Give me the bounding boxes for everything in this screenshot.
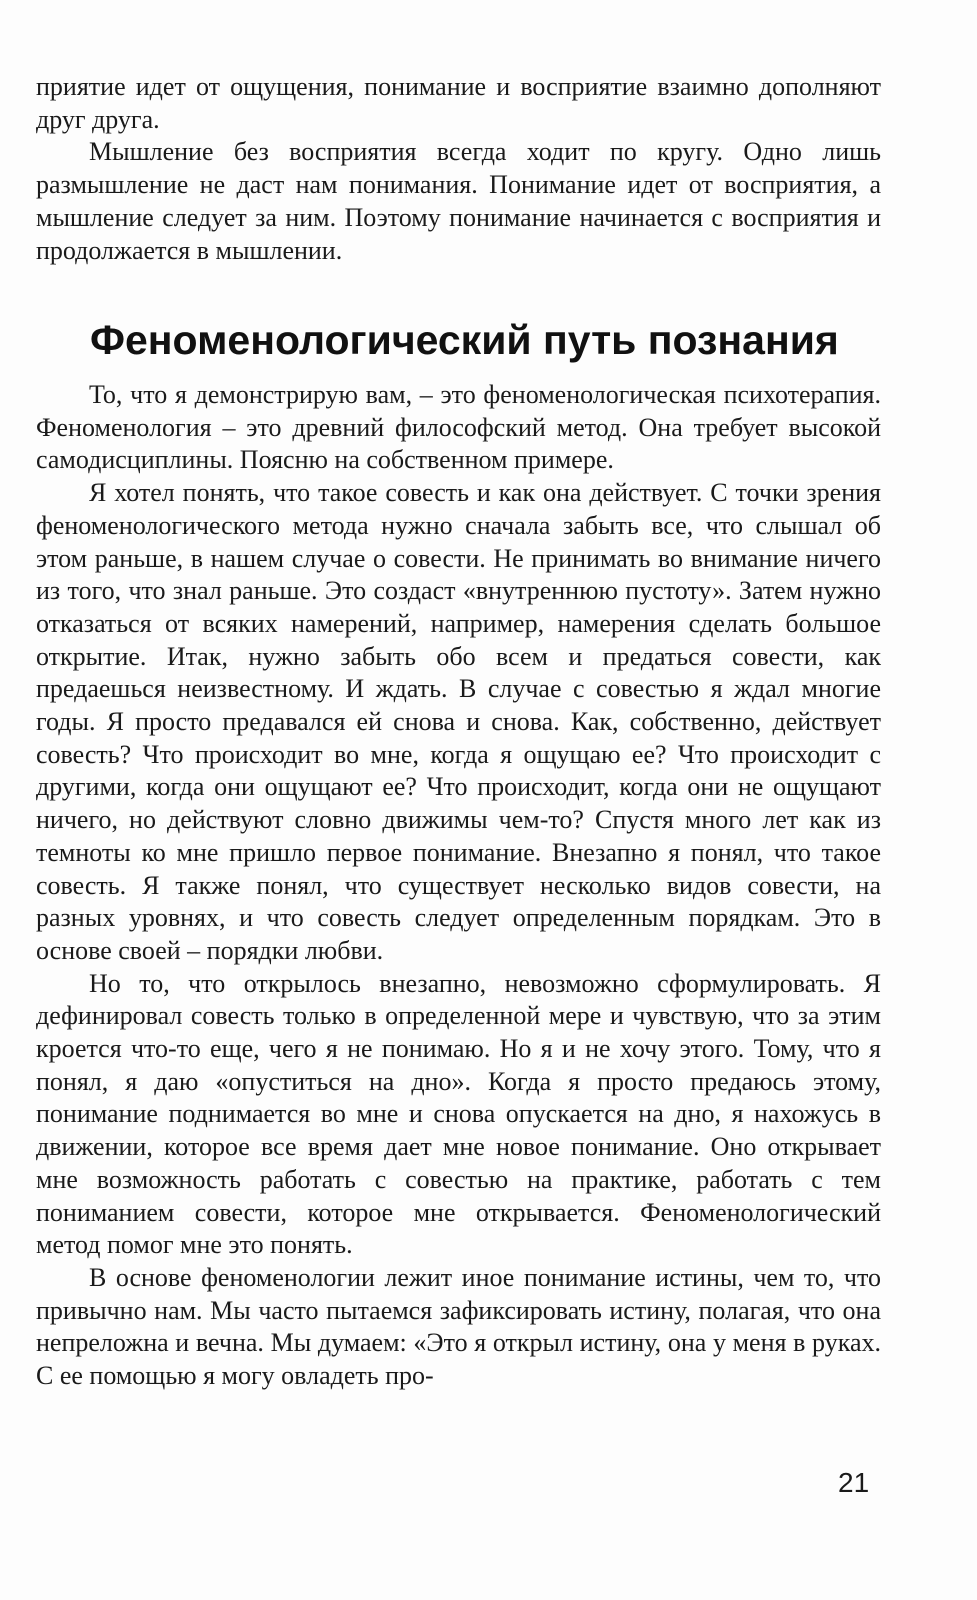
section-paragraph-conscience: Я хотел понять, что такое совесть и как она действует. С точки зрения феноменологического метода нужно сначала забыть все, что слышал об этом раньше, в нашем случае о совести. Не принимать во внимание ничего из того, что знал раньше. Это создаст «внутреннюю пустоту». Затем нужно отказаться от всяких намерений, например, намерения сделать большое открытие. Итак, нужно забыть обо всем и предаться совести, как предаешься неизвестному. И ждать. В случае с совестью я ждал многие годы. Я просто предавался ей снова и снова. Как, собственно, действует совесть? Что происходит во мне, когда я ощущаю ее? Что происходит с другими, когда они ощущают ее? Что происходит, когда они не ощущают ничего, но действуют словно движимы чем-то? Спустя много лет как из темноты ко мне пришло первое понимание. Внезапно я понял, что такое совесть. Я также понял, что существует несколько видов совести, на разных уровнях, и что совесть следует определенным порядкам. Это в основе своей – порядки любви.: [36, 478, 881, 965]
section-paragraph-formulation: Но то, что открылось внезапно, невозможно сформулировать. Я дефинировал совесть только в определенной мере и чувствую, что за этим кроется что-то еще, чего я не понимаю. Но я и не хочу этого. Тому, что я понял, я даю «опуститься на дно». Когда я просто предаюсь этому, понимание поднимается во мне и снова опускается на дно, я нахожусь в движении, которое все время дает мне новое понимание. Оно открывает мне возможность работать с совестью на практике, работать с тем пониманием совести, которое мне открывается. Феноменологический метод помог мне это понять.: [36, 968, 881, 1260]
intro-paragraph-continued: приятие идет от ощущения, понимание и восприятие взаимно дополняют друг друга.: [36, 72, 881, 134]
section-heading: Феноменологический путь познания: [90, 317, 839, 363]
section-paragraph-truth: В основе феноменологии лежит иное понимание истины, чем то, что привычно нам. Мы часто пытаемся зафиксировать истину, полагая, что она непреложна и вечна. Мы думаем: «Это я открыл истину, она у меня в руках. С ее помощью я могу овладеть про-: [36, 1262, 881, 1391]
page-number: 21: [838, 1467, 870, 1498]
intro-text-block: [36, 71, 881, 267]
section-text-block: [36, 379, 881, 1393]
intro-paragraph-thinking: Мышление без восприятия всегда ходит по кругу. Одно лишь размышление не даст нам понимания. Понимание идет от восприятия, а мышление следует за ним. Поэтому понимание начинается с восприятия и продолжается в мышлении.: [36, 137, 881, 265]
section-paragraph-phenomenology: То, что я демонстрирую вам, – это феноменологическая психотерапия. Феноменология – это древний философский метод. Она требует высокой самодисциплины. Поясню на собственном примере.: [36, 380, 881, 475]
